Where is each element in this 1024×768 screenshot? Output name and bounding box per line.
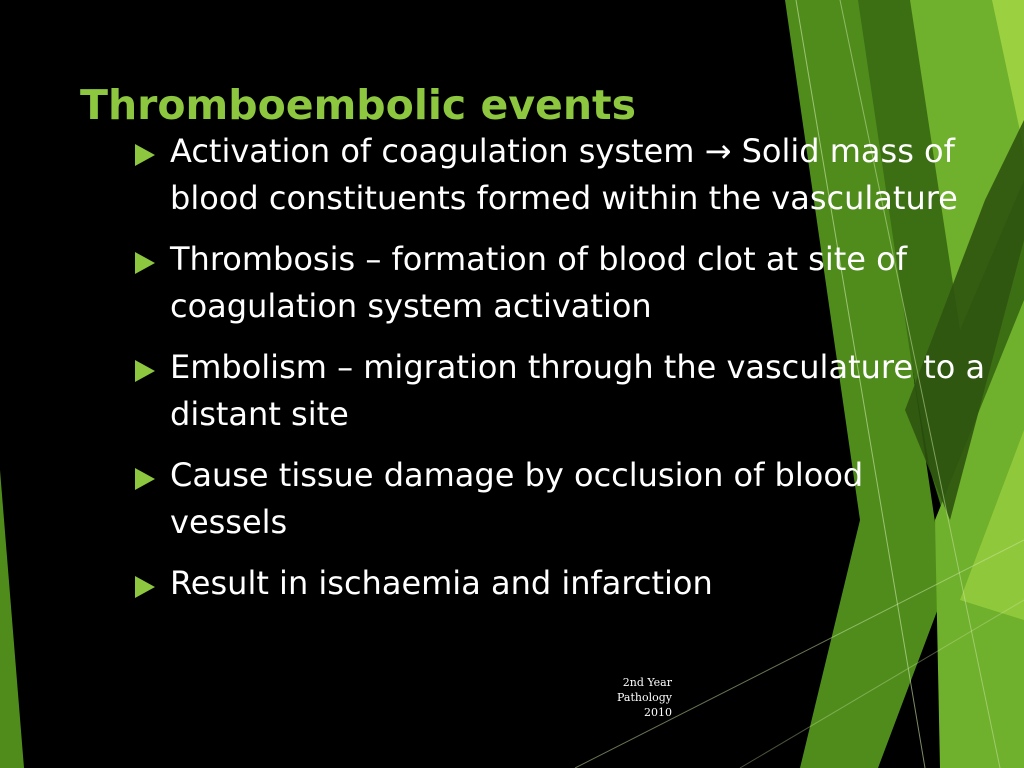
- bullet-item: [130, 560, 990, 607]
- triangle-bullet-icon: [130, 452, 170, 499]
- bullet-item: [130, 344, 990, 438]
- triangle-bullet-icon: [130, 344, 170, 391]
- bullet-item: [130, 128, 990, 222]
- bullet-text: Embolism – migration through the vasculature to a distant site: [170, 348, 986, 433]
- bullet-text: Cause tissue damage by occlusion of blood vessels: [170, 456, 864, 541]
- footer-line-3: 2010: [644, 706, 672, 719]
- footer-line-1: 2nd Year: [622, 676, 672, 689]
- bullet-item: [130, 452, 990, 546]
- footer-note: [600, 675, 672, 720]
- bullet-text: Activation of coagulation system → Solid mass of blood constituents formed within the vasculature: [170, 132, 958, 217]
- triangle-bullet-icon: [130, 236, 170, 283]
- footer-line-2: Pathology: [617, 691, 672, 704]
- bullet-list: [130, 128, 990, 621]
- triangle-bullet-icon: [130, 128, 170, 175]
- bullet-text: Result in ischaemia and infarction: [170, 564, 713, 602]
- bullet-item: [130, 236, 990, 330]
- triangle-bullet-icon: [130, 560, 170, 607]
- bullet-text: Thrombosis – formation of blood clot at site of coagulation system activation: [170, 240, 907, 325]
- slide-title: Thromboembolic events: [80, 81, 637, 129]
